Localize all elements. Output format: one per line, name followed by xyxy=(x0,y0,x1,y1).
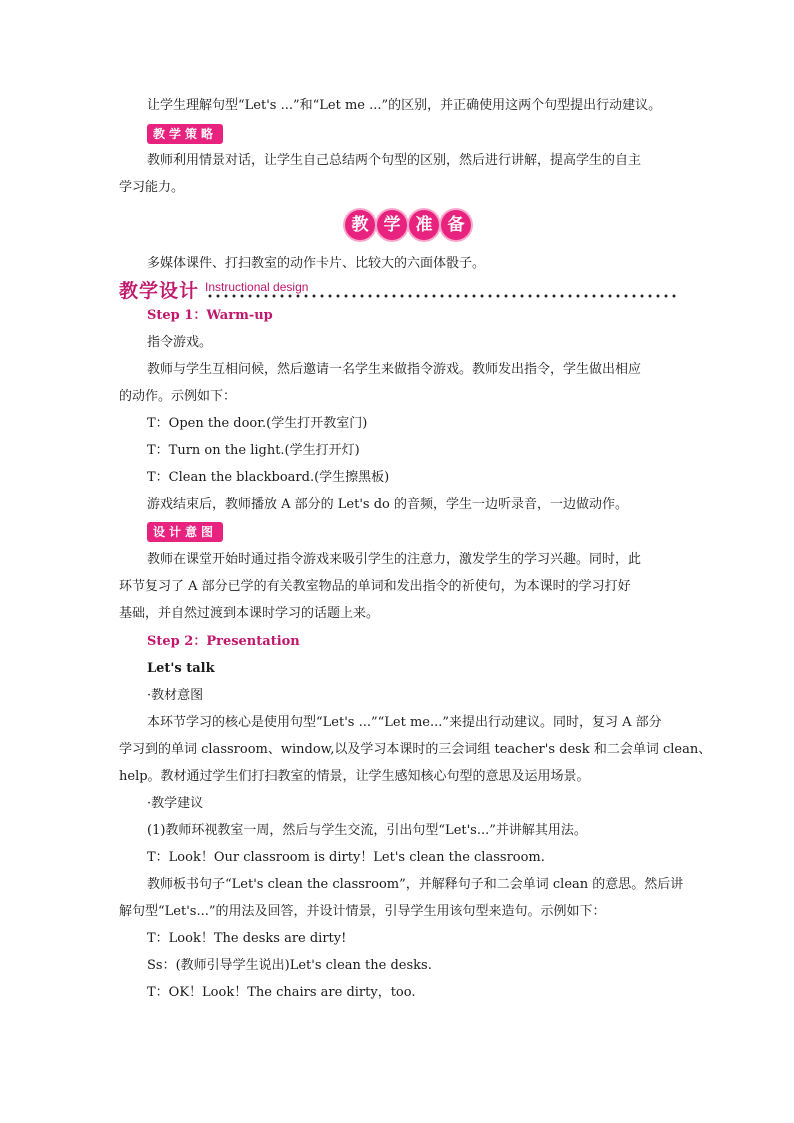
step2-heading: Step 2：Presentation xyxy=(147,634,300,649)
material-line1: 本环节学习的核心是使用句型“Let's ...”“Let me...”来提出行动建议。同时，复习 A 部分 xyxy=(147,715,662,730)
board-line1: 教师板书句子“Let's clean the classroom”，并解释句子和二会单词 clean 的意思。然后讲 xyxy=(147,877,684,892)
preparation-text: 多媒体课件、打扫教室的动作卡片、比较大的六面体骰子。 xyxy=(147,256,486,271)
suggest-label: ·教学建议 xyxy=(147,796,204,811)
dialog-line: Ss：(教师引导学生说出)Let's clean the desks. xyxy=(147,958,432,973)
banner-char: 教 xyxy=(345,210,375,240)
step1-example: T：Open the door.(学生打开教室门) xyxy=(147,416,368,431)
design-title: 教学设计 xyxy=(119,280,200,302)
dialog-line: T：Look！Our classroom is dirty！Let's clean the classroom. xyxy=(147,850,545,865)
board-line2: 解句型“Let's...”的用法及回答，并设计情景，引导学生用该句型来造句。示例如下： xyxy=(119,904,606,919)
step1-heading: Step 1：Warm-up xyxy=(147,308,273,323)
intent-line1: 教师在课堂开始时通过指令游戏来吸引学生的注意力，激发学生的学习兴趣。同时，此 xyxy=(147,552,642,567)
step1-desc-line1: 教师与学生互相问候，然后邀请一名学生来做指令游戏。教师发出指令，学生做出相应 xyxy=(147,362,642,377)
material-line3: help。教材通过学生们打扫教室的情景，让学生感知核心句型的意思及运用场景。 xyxy=(119,769,590,784)
step2-sub: Let's talk xyxy=(147,661,215,676)
dialog-line: T：OK！Look！The chairs are dirty，too. xyxy=(147,985,416,1000)
strategy-text-line2: 学习能力。 xyxy=(119,180,185,195)
suggest-line1: (1)教师环视教室一周，然后与学生交流，引出句型“Let's...”并讲解其用法。 xyxy=(147,823,587,838)
strategy-tag: 教学策略 xyxy=(147,124,223,144)
objective-text: 让学生理解句型“Let's ...”和“Let me ...”的区别，并正确使用这两个句型提出行动建议。 xyxy=(147,98,662,113)
design-subtitle: Instructional design xyxy=(205,280,309,294)
material-label: ·教材意图 xyxy=(147,688,204,703)
dialog-line: T：Look！The desks are dirty! xyxy=(147,931,347,946)
step1-game: 指令游戏。 xyxy=(147,335,213,350)
strategy-text-line1: 教师利用情景对话，让学生自己总结两个句型的区别，然后进行讲解，提高学生的自主 xyxy=(147,153,642,168)
step1-desc-line2: 的动作。示例如下： xyxy=(119,389,237,404)
step1-after: 游戏结束后，教师播放 A 部分的 Let's do 的音频，学生一边听录音，一边做动作。 xyxy=(147,497,628,512)
design-heading xyxy=(119,277,308,303)
intent-line3: 基础，并自然过渡到本课时学习的话题上来。 xyxy=(119,606,380,621)
banner-char: 备 xyxy=(441,210,471,240)
banner-char: 准 xyxy=(409,210,439,240)
intent-tag: 设计意图 xyxy=(147,522,223,542)
preparation-banner xyxy=(345,210,471,240)
material-line2: 学习到的单词 classroom、window,以及学习本课时的三会词组 teacher's desk 和二会单词 clean、 xyxy=(119,742,712,757)
banner-char: 学 xyxy=(377,210,407,240)
dotted-divider xyxy=(206,294,678,298)
step1-example: T：Turn on the light.(学生打开灯) xyxy=(147,443,360,458)
intent-line2: 环节复习了 A 部分已学的有关教室物品的单词和发出指令的祈使句，为本课时的学习打好 xyxy=(119,579,631,594)
step1-example: T：Clean the blackboard.(学生擦黑板) xyxy=(147,470,390,485)
